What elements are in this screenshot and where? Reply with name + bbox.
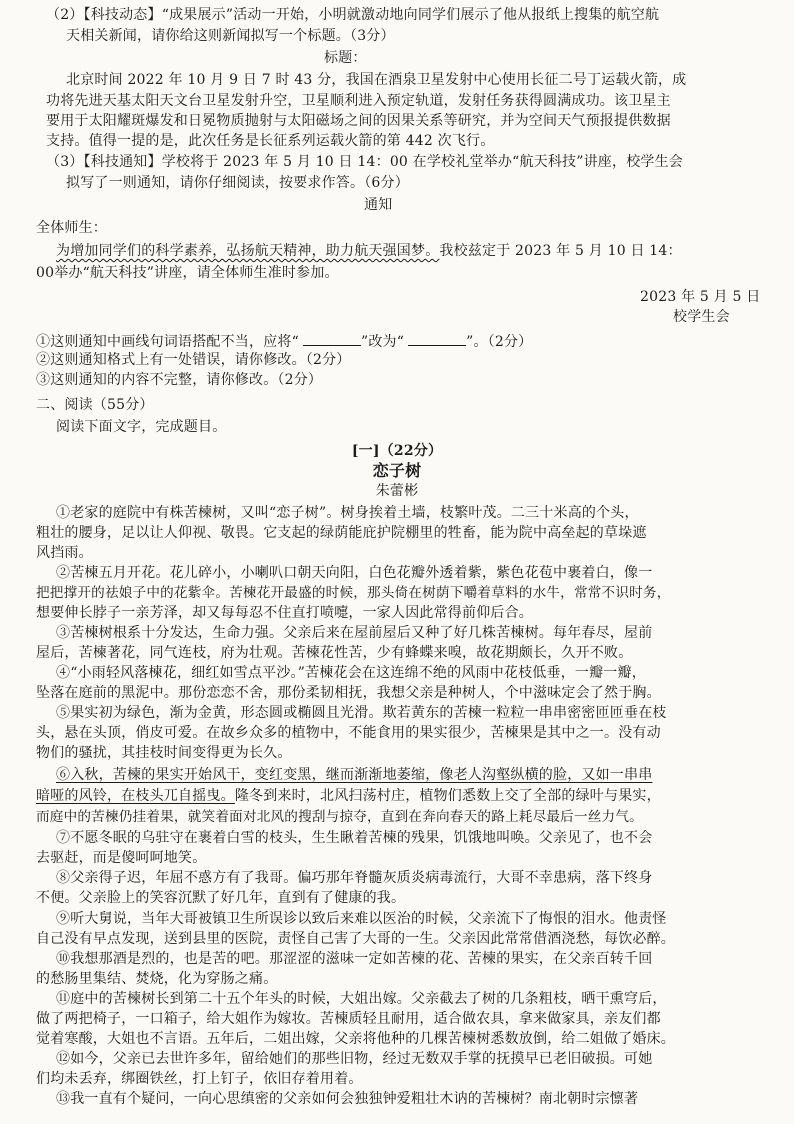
q1-part-c: ”。（2分）	[466, 334, 533, 350]
article-line: ⑪庭中的苦楝树长到第二十五个年头的时候，大姐出嫁。父亲截去了树的几条粗枝，晒干熏穹后，	[56, 991, 667, 1007]
article-line: ⑫如今，父亲已去世许多年，留给她们的那些旧物，经过无数双手掌的抚摸早已老旧破损。可她	[56, 1051, 653, 1067]
task2-news-line2: 功将先进天基太阳天文台卫星发射升空，卫星顺利进入预定轨道，发射任务获得圆满成功。该卫星主	[46, 93, 671, 109]
section2-instruction: 阅读下面文字，完成题目。	[56, 419, 227, 435]
task2-prompt-line2: 天相关新闻，请你给这则新闻拟写一个标题。（3分）	[66, 28, 395, 44]
article-line: 自己没有早点发现，送到县里的医院，责怪自己害了大哥的一生。父亲因此常常借酒浇愁，每饮必醉。	[36, 931, 675, 947]
notice-body-line1	[56, 242, 682, 260]
article-line: ②苦楝五月开花。花儿碎小，小喇叭口朝天向阳，白色花瓣外透着紫，紫色花苞中裹着白，像一	[56, 565, 653, 581]
article-title: 恋子树	[372, 461, 422, 480]
article-line: 屋后，苦楝著花，同气连枝，府为壮观。苦楝花性苦，少有蜂蝶来嗅，故花期颇长，久开不败。	[36, 645, 633, 661]
para6-line3: 而庭中的苦楝仍挂着果，就笑着面对北风的搜刮与掠夺，直到在奔向春天的路上耗尽最后一丝力气。	[36, 809, 643, 825]
article-line: ⑩我想那酒是烈的，也是苦的吧。那涩涩的滋味一定如苦楝的花、苦楝的果实，在父亲百转千回	[56, 951, 653, 967]
article-line: 去驱赶，而是傻呵呵地笑。	[36, 850, 207, 866]
notice-date: 2023 年 5 月 5 日	[640, 289, 761, 305]
notice-underlined-sentence: 为增加同学们的科学素养，弘扬航天精神，助力航天强国梦。	[56, 243, 440, 259]
article-line: 做了两把椅子，一口箱子，给大姐作为嫁妆。苦楝质轻且耐用，适合做农具，拿来做家具，亲友们都	[36, 1011, 661, 1027]
article-line: 头，悬在头顶，俏皮可爱。在故乡众多的植物中，不能食用的果实很少，苦楝果是其中之一。没有动	[36, 725, 661, 741]
task2-prompt-line1: （2）【科技动态】“成果展示”活动一开始，小明就激动地向同学们展示了他从报纸上搜集的航空航	[46, 7, 660, 23]
article-line: ⑬我一直有个疑问，一向心思缜密的父亲如何会独独钟爱粗壮木讷的苦楝树？南北朝时宗懔著	[56, 1091, 639, 1107]
article-line: ⑧父亲得子迟，年屈不惑方有了我哥。偏巧那年脊髓灰质炎病毒流行，大哥不幸患病，落下终身	[56, 870, 653, 886]
article-line: 粗壮的腰身，足以让人仰视、敬畏。它支起的绿荫能庇护院棚里的牲畜，能为院中高垒起的草垛遮	[36, 525, 647, 541]
task2-news-line1: 北京时间 2022 年 10 月 9 日 7 时 43 分，我国在酒泉卫星发射中心使用长征二号丁运载火箭，成	[66, 72, 687, 88]
q1-answer-blank-1[interactable]	[303, 331, 361, 346]
article-line: 风挡雨。	[36, 545, 93, 561]
para6-line2-rest: 隆冬到来时，北风扫荡村庄，植物们悉数上交了全部的绿叶与果实，	[234, 788, 661, 804]
task2-news-line4: 支持。值得一提的是，此次任务是长征系列运载火箭的第 442 次飞行。	[46, 133, 495, 149]
article-line: ④“小雨轻风落楝花，细红如雪点平沙。”苦楝花会在这连绵不绝的风雨中花枝低垂，一瓣一瓣，	[56, 665, 646, 681]
task3-question3: ③这则通知的内容不完整，请你修改。（2分）	[36, 372, 323, 388]
article-line: ⑨听大舅说，当年大哥被镇卫生所误诊以致后来难以医治的时候，父亲流下了悔恨的泪水。他责怪	[56, 911, 667, 927]
article-line: 坠落在庭前的黑泥中。那份恋恋不舍，那份柔韧相抚，我想父亲是种树人，个中滋味定会了然于胸。	[36, 685, 661, 701]
article-author: 朱蕾彬	[375, 483, 419, 499]
article-line: 们均未丢弃，绑圈铁丝，打上钉子，依旧存着用着。	[36, 1071, 363, 1087]
part-label: [一]（22分）	[351, 443, 443, 459]
notice-salutation: 全体师生：	[36, 220, 107, 236]
article-line: 的愁肠里集结、焚烧，化为穿肠之痛。	[36, 971, 278, 987]
notice-signer: 校学生会	[673, 309, 730, 325]
article-line: ⑤果实初为绿色，渐为金黄，形态圆或椭圆且光滑。欺若黄东的苦楝一粒粒一串串密密匝匝垂在枝	[56, 705, 667, 721]
task3-prompt-line2: 拟写了一则通知，请你仔细阅读，按要求作答。（6分）	[66, 175, 409, 191]
task3-prompt-line1: （3）【科技通知】学校将于 2023 年 5 月 10 日 14：00 在学校礼堂举办“航天科技”讲座，校学生会	[46, 154, 684, 170]
article-line: ③苦楝树根系十分发达，生命力强。父亲后来在屋前屋后又种了好几株苦楝树。每年春尽，屋前	[56, 625, 653, 641]
article-line: 把把撑开的祛娘子中的花紫伞。苦楝花开最盛的时候，那头倚在树荫下嚼着草料的水牛，常常不识时务，	[36, 585, 671, 601]
task3-question1	[36, 331, 532, 351]
article-line: 物们的骚扰，其挂枝时间变得更为长久。	[36, 745, 292, 761]
task2-news-line3: 要用于太阳耀斑爆发和日冕物质抛射与太阳磁场之间的因果关系等研究，并为空间天气预报提供数据	[46, 113, 671, 129]
para6-line1	[56, 766, 652, 784]
article-line: 想要伸长脖子一亲芳泽，却又每每忍不住直打喷嚏，一家人因此常得前仰后合。	[36, 605, 533, 621]
article-line: 觉着寒酸，大姐也不言语。五年后，二姐出嫁，父亲将他种的几棵苦楝树悉数放倒，给二姐做了婚床。	[36, 1031, 675, 1047]
para6-underlined-b: 暗哑的风铃，在枝头兀自摇曳。	[36, 788, 235, 804]
article-line: ①老家的庭院中有株苦楝树，又叫“恋子树”。树身挨着土墙，枝繁叶茂。二三十米高的个头，	[56, 505, 639, 521]
task2-title-label: 标题：	[324, 50, 367, 66]
q1-answer-blank-2[interactable]	[408, 331, 466, 346]
notice-heading: 通知	[364, 197, 393, 213]
notice-body-line2: 00举办“航天科技”讲座，请全体师生准时参加。	[36, 265, 339, 281]
q1-part-a: ①这则通知中画线句词语搭配不当，应将“	[36, 334, 299, 350]
section2-heading: 二、阅读（55分）	[36, 397, 154, 413]
notice-body-rest1: 我校兹定于 2023 年 5 月 10 日 14：	[439, 243, 682, 259]
para6-underlined-a: ⑥入秋，苦楝的果实开始风干，变红变黑，继而渐渐地萎缩，像老人沟壑纵横的脸，又如一串串	[56, 767, 653, 783]
para6-line2	[36, 787, 661, 805]
article-line: ⑦不愿冬眠的乌驻守在裹着白雪的枝头，生生瞅着苦楝的残果，饥饿地叫唤。父亲见了，也不会	[56, 830, 653, 846]
q1-part-b: ”改为“	[360, 334, 405, 350]
task3-question2: ②这则通知格式上有一处错误，请你修改。（2分）	[36, 352, 351, 368]
article-line: 不便。父亲脸上的笑容沉默了好几年，直到有了健康的我。	[36, 890, 406, 906]
